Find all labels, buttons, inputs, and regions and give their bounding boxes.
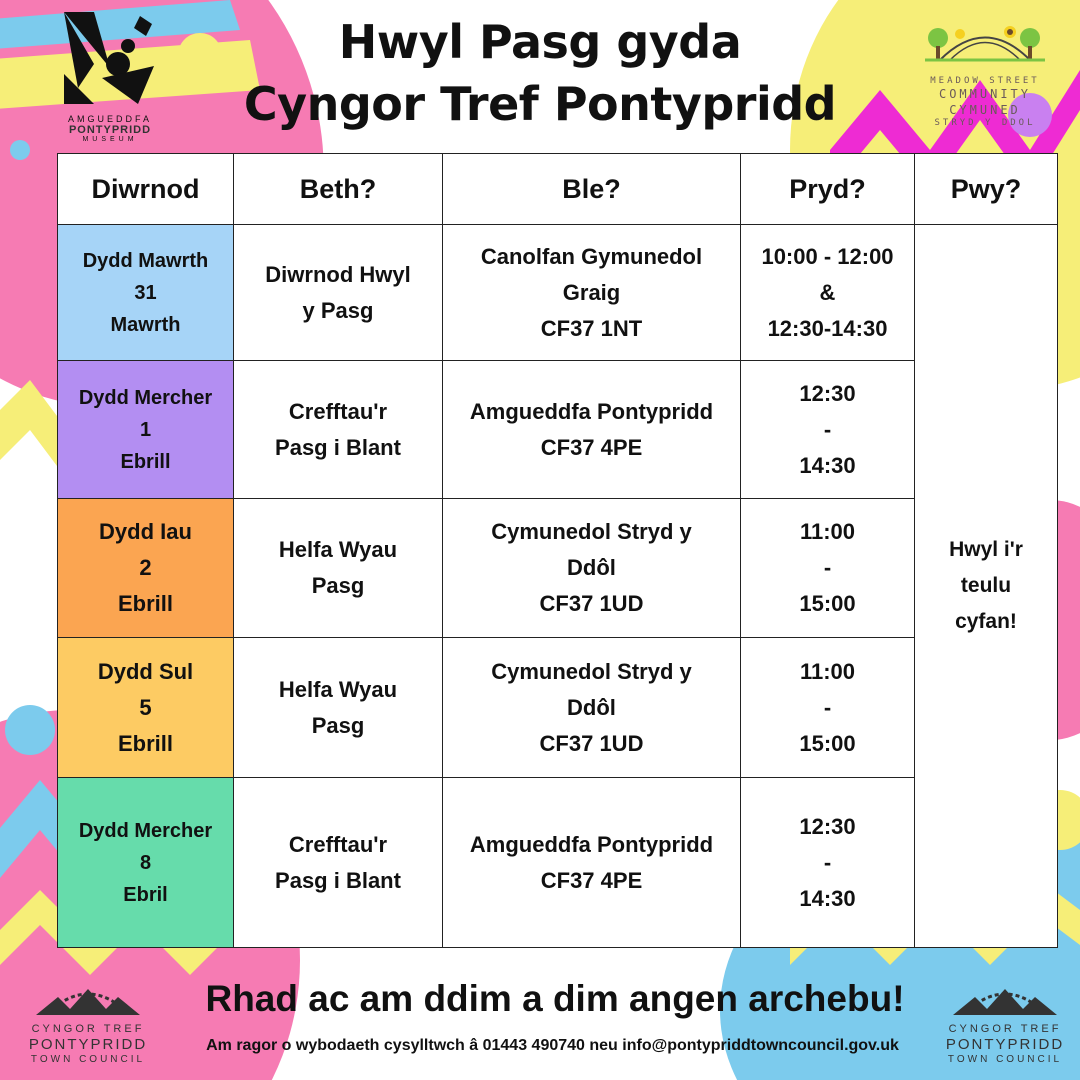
when-cell: 11:00 - 15:00 <box>741 499 915 638</box>
schedule-table <box>57 153 1058 948</box>
header-who: Pwy? <box>915 154 1058 225</box>
table-row <box>58 225 1058 361</box>
when-cell: 12:30 - 14:30 <box>741 361 915 499</box>
council-logo-line2: PONTYPRIDD <box>28 1036 148 1053</box>
header-what: Beth? <box>234 154 443 225</box>
council-logo-line3: TOWN COUNCIL <box>30 1054 146 1065</box>
table-header-row <box>58 154 1058 225</box>
meadow-logo-line1: MEADOW STREET <box>930 76 1040 86</box>
table-row <box>58 361 1058 499</box>
page-title-line1: Hwyl Pasg gyda <box>338 15 742 69</box>
meadow-logo-line3: CYMUNED <box>949 103 1021 117</box>
header-when: Pryd? <box>741 154 915 225</box>
meadow-logo-line2: COMMUNITY <box>938 87 1032 101</box>
where-cell: Cymunedol Stryd y Ddôl CF37 1UD <box>443 499 741 638</box>
day-cell: Dydd Mercher 1 Ebrill <box>58 361 234 499</box>
what-cell: Crefftau'r Pasg i Blant <box>234 361 443 499</box>
day-cell: Dydd Sul 5 Ebrill <box>58 638 234 778</box>
meadow-logo-line4: STRYD Y DDOL <box>934 118 1036 128</box>
day-cell: Dydd Mawrth 31 Mawrth <box>58 225 234 361</box>
where-cell: Cymunedol Stryd y Ddôl CF37 1UD <box>443 638 741 778</box>
contact-info: Am ragor o wybodaeth cysylltwch â 01443 490740 neu info@pontypriddtowncouncil.gov.uk <box>206 1037 899 1054</box>
what-cell: Helfa Wyau Pasg <box>234 638 443 778</box>
page-title-line2: Cyngor Tref Pontypridd <box>243 77 837 131</box>
council-logo-line1: CYNGOR TREF <box>948 1023 1062 1035</box>
museum-logo-line3: MUSEUM <box>82 136 138 143</box>
header-where: Ble? <box>443 154 741 225</box>
free-no-booking-tagline: Rhad ac am ddim a dim angen archebu! <box>205 978 905 1019</box>
council-logo-line3: TOWN COUNCIL <box>947 1054 1063 1065</box>
who-cell: Hwyl i'r teulu cyfan! <box>915 225 1058 948</box>
table-row <box>58 778 1058 948</box>
council-logo-line1: CYNGOR TREF <box>31 1023 145 1035</box>
day-cell: Dydd Iau 2 Ebrill <box>58 499 234 638</box>
museum-logo-line2: PONTYPRIDD <box>68 124 152 136</box>
where-cell: Canolfan Gymunedol Graig CF37 1NT <box>443 225 741 361</box>
what-cell: Diwrnod Hwyl y Pasg <box>234 225 443 361</box>
when-cell: 11:00 - 15:00 <box>741 638 915 778</box>
what-cell: Crefftau'r Pasg i Blant <box>234 778 443 948</box>
council-logo-line2: PONTYPRIDD <box>945 1036 1065 1053</box>
where-cell: Amgueddfa Pontypridd CF37 4PE <box>443 361 741 499</box>
table-row <box>58 638 1058 778</box>
when-cell: 12:30 - 14:30 <box>741 778 915 948</box>
day-cell: Dydd Mercher 8 Ebril <box>58 778 234 948</box>
museum-logo-line1: AMGUEDDFA <box>67 114 152 124</box>
table-row <box>58 499 1058 638</box>
header-day: Diwrnod <box>58 154 234 225</box>
where-cell: Amgueddfa Pontypridd CF37 4PE <box>443 778 741 948</box>
when-cell: 10:00 - 12:00 & 12:30-14:30 <box>741 225 915 361</box>
what-cell: Helfa Wyau Pasg <box>234 499 443 638</box>
